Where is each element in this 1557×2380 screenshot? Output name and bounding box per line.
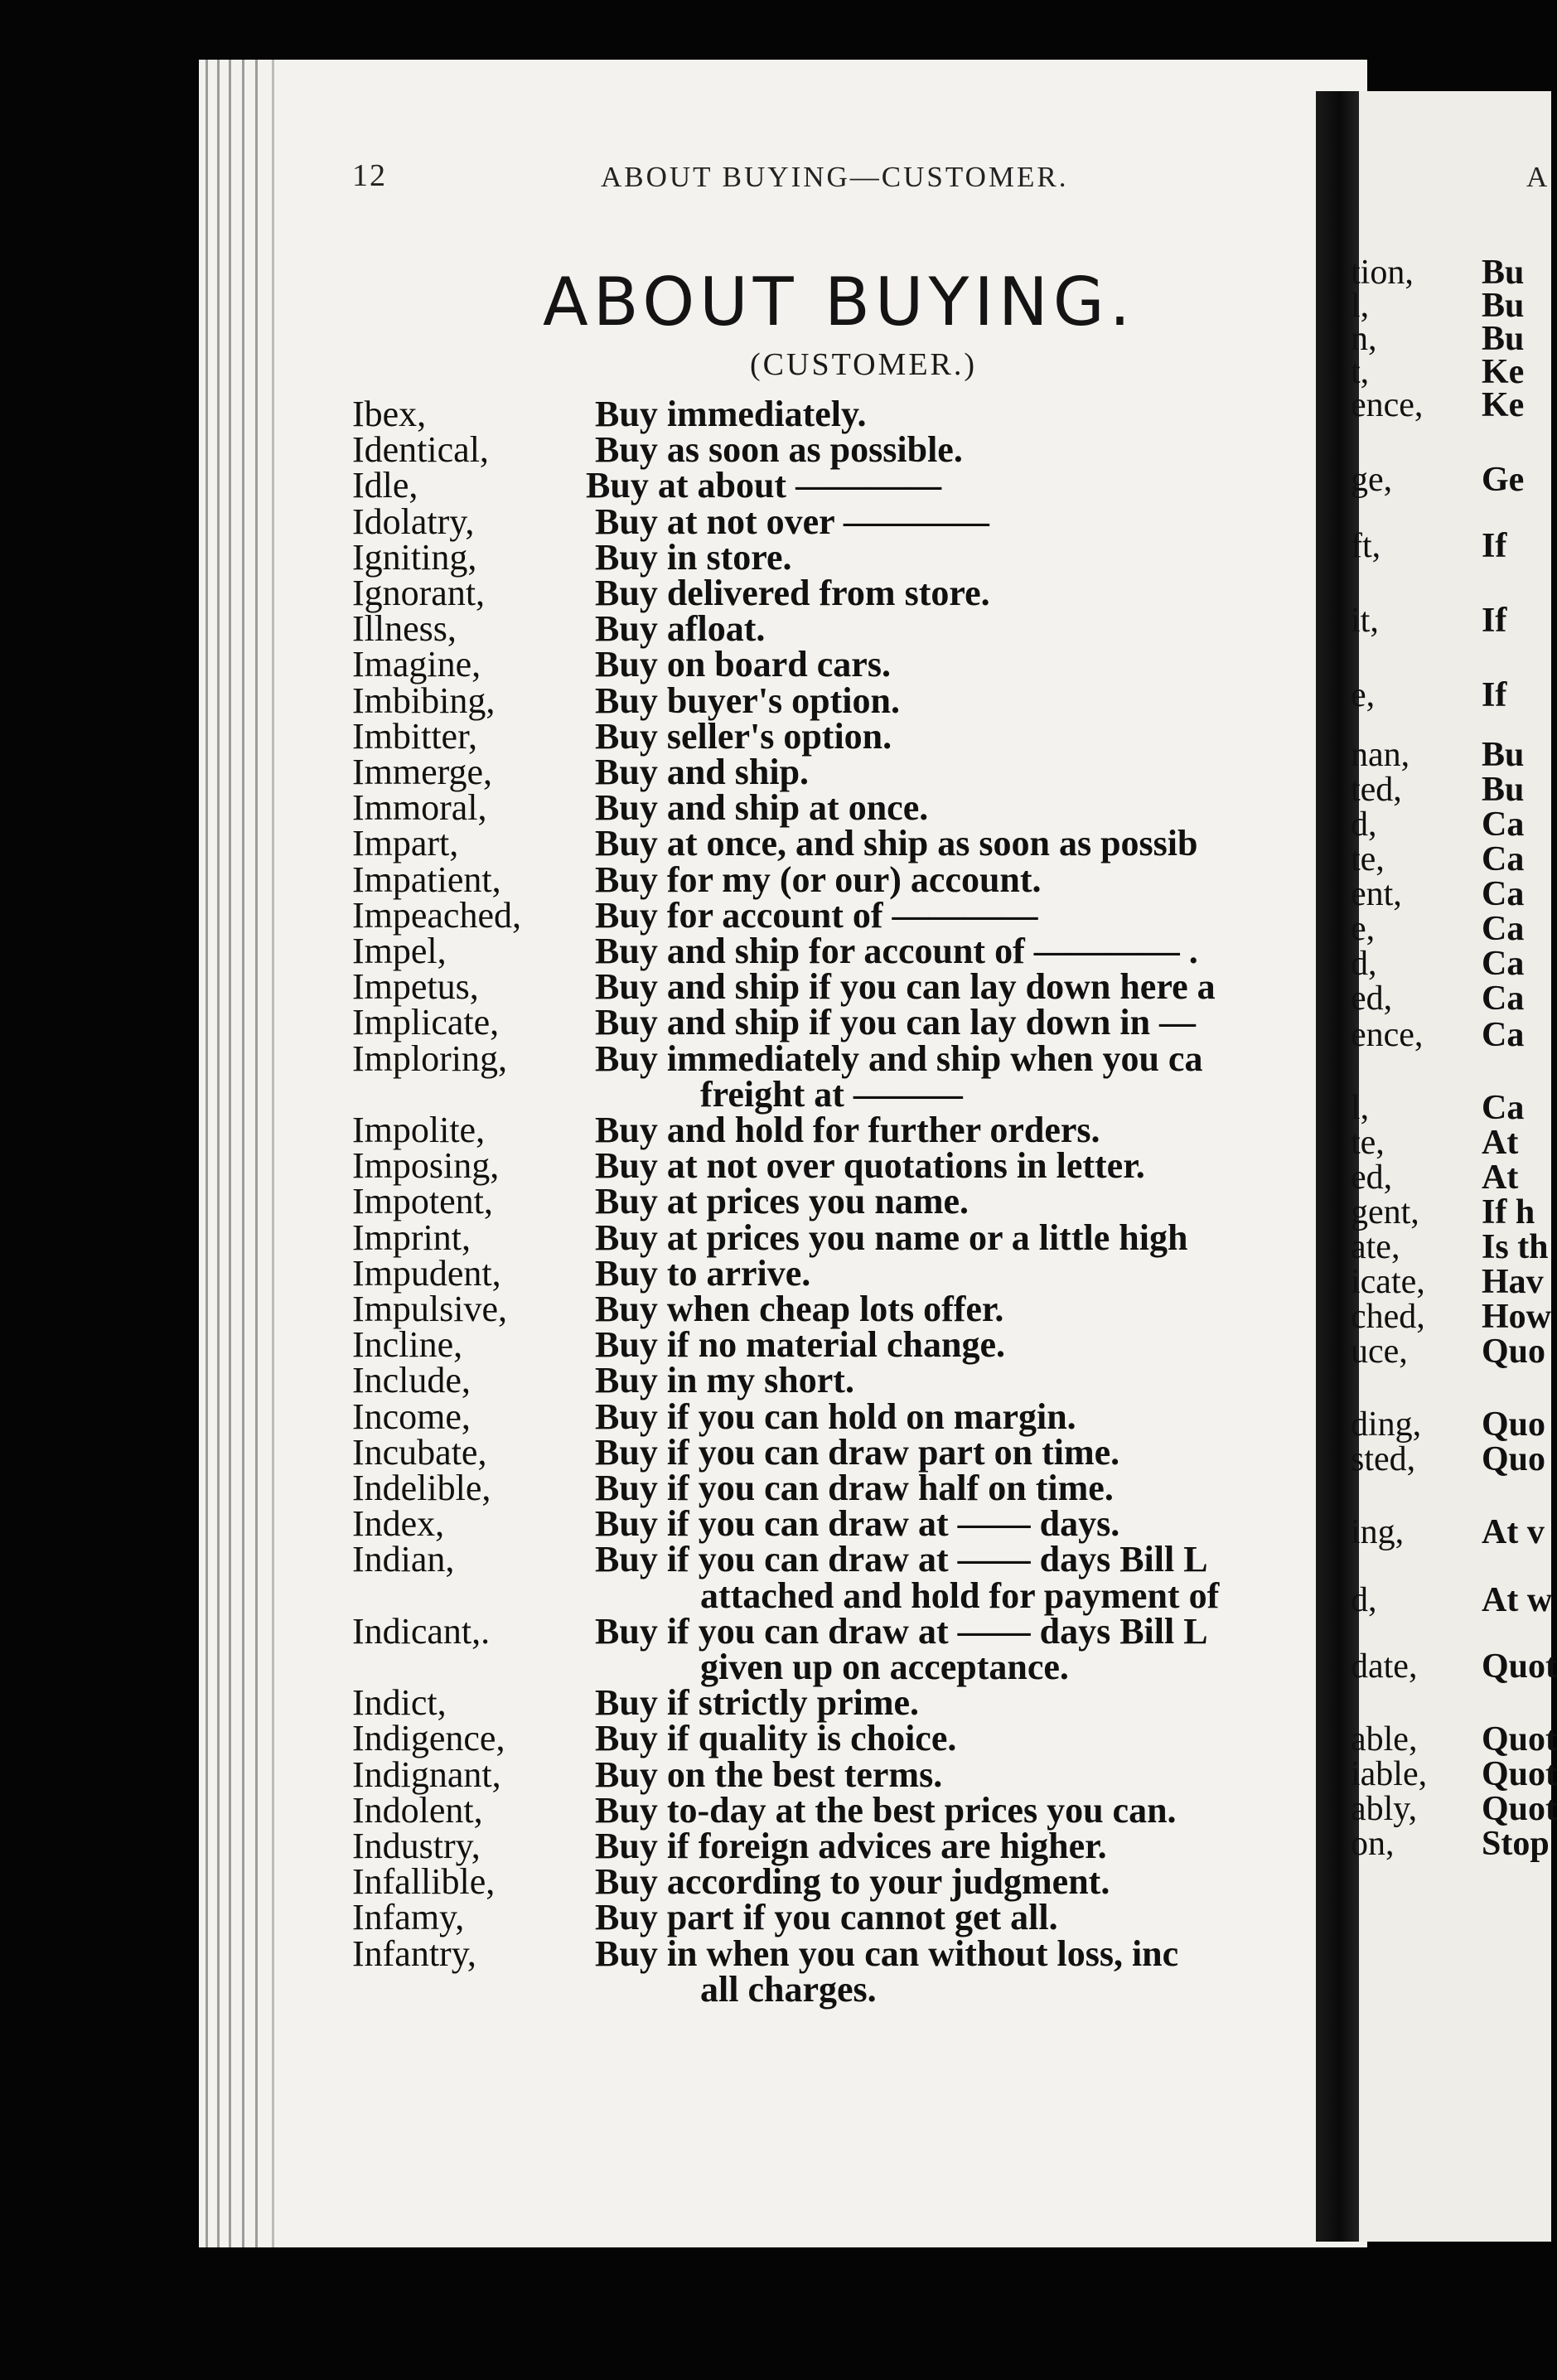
entry-row: [0, 1899, 1326, 1936]
facing-code-word: d,: [1351, 945, 1377, 983]
facing-code-word: e,: [1351, 676, 1376, 714]
entry-row: [0, 933, 1326, 970]
entry-row: [0, 1754, 1326, 1795]
code-word: Imbitter,: [352, 716, 477, 757]
facing-code-phrase: Quot: [1482, 1790, 1557, 1828]
code-word: Immoral,: [352, 787, 487, 828]
facing-running-title: A: [1526, 161, 1548, 193]
code-word: Ibex,: [352, 394, 427, 434]
code-word: Incline,: [352, 1324, 463, 1365]
facing-code-word: iable,: [1351, 1755, 1428, 1793]
code-word: Illness,: [352, 608, 457, 649]
facing-code-phrase: Stop: [1482, 1825, 1550, 1863]
facing-code-phrase: At: [1482, 1159, 1519, 1197]
code-phrase: Buy part if you cannot get all.: [595, 1897, 1058, 1937]
code-phrase: freight at ———: [700, 1074, 963, 1115]
entry-row: [0, 1541, 1326, 1578]
facing-entries: [1351, 91, 1557, 2242]
code-phrase: Buy buyer's option.: [595, 680, 900, 721]
code-word: Idolatry,: [352, 501, 475, 542]
entry-row: [0, 1038, 1326, 1079]
facing-code-word: ft,: [1351, 527, 1381, 565]
facing-code-phrase: Bu: [1482, 771, 1525, 809]
entry-row: [0, 1112, 1326, 1149]
code-phrase: Buy if you can hold on margin.: [595, 1396, 1076, 1437]
facing-code-word: ge,: [1351, 461, 1393, 499]
facing-code-word: on,: [1351, 1825, 1395, 1863]
code-phrase: Buy if quality is choice.: [595, 1718, 957, 1758]
facing-code-word: d,: [1351, 805, 1377, 844]
entry-row: [0, 1933, 1326, 1974]
entry-row: [0, 1720, 1326, 1757]
code-phrase: Buy at not over quotations in letter.: [595, 1145, 1145, 1186]
code-word: Imposing,: [352, 1145, 500, 1186]
facing-code-word: ed,: [1351, 980, 1393, 1018]
code-phrase: Buy at prices you name or a little high: [595, 1217, 1188, 1258]
facing-code-phrase: At v: [1482, 1513, 1545, 1551]
facing-code-word: l,: [1351, 287, 1370, 325]
entry-row: [0, 859, 1326, 900]
code-word: Idle,: [352, 465, 418, 506]
entry-row: [0, 575, 1326, 612]
entry-row: [0, 718, 1326, 755]
facing-code-phrase: If h: [1482, 1193, 1535, 1231]
code-phrase: Buy if foreign advices are higher.: [595, 1826, 1107, 1866]
code-word: Index,: [352, 1503, 445, 1544]
facing-code-word: gent,: [1351, 1193, 1419, 1231]
code-phrase: Buy to arrive.: [595, 1253, 811, 1294]
facing-code-phrase: Quo: [1482, 1405, 1546, 1444]
code-word: Impotent,: [352, 1181, 493, 1221]
facing-code-word: it,: [1351, 602, 1379, 640]
entry-row: [0, 608, 1326, 649]
code-phrase: Buy if you can draw at —— days Bill L: [595, 1611, 1208, 1652]
entry-row: [0, 1613, 1326, 1650]
code-word: Impart,: [352, 823, 459, 863]
code-phrase: Buy immediately.: [595, 394, 867, 434]
facing-code-phrase: Quo: [1482, 1440, 1546, 1478]
code-phrase: Buy seller's option.: [595, 716, 892, 757]
facing-code-phrase: Ca: [1482, 875, 1525, 913]
code-word: Igniting,: [352, 537, 477, 578]
facing-code-phrase: Quot: [1482, 1647, 1557, 1686]
code-phrase: Buy if you can draw half on time.: [595, 1468, 1114, 1508]
facing-code-phrase: How: [1482, 1298, 1551, 1336]
facing-code-word: ence,: [1351, 1016, 1424, 1054]
facing-code-phrase: Bu: [1482, 736, 1525, 774]
code-word: Ignorant,: [352, 573, 486, 613]
code-phrase: Buy in store.: [595, 537, 792, 578]
code-word: Impulsive,: [352, 1289, 507, 1329]
entry-row: [0, 1255, 1326, 1292]
entry-row: [0, 825, 1326, 862]
facing-code-word: ted,: [1351, 771, 1402, 809]
facing-code-word: l,: [1351, 1089, 1370, 1127]
facing-code-word: icate,: [1351, 1263, 1425, 1301]
facing-code-phrase: Quot: [1482, 1720, 1557, 1758]
facing-code-phrase: If: [1482, 527, 1507, 565]
facing-code-word: tion,: [1351, 254, 1414, 292]
code-phrase: Buy afloat.: [595, 608, 766, 649]
facing-code-word: n,: [1351, 320, 1377, 358]
entry-row: [0, 467, 1326, 504]
entry-row: [0, 1470, 1326, 1507]
entry-row: [0, 1183, 1326, 1220]
code-phrase: Buy when cheap lots offer.: [595, 1289, 1004, 1329]
entry-row: [0, 1004, 1326, 1041]
facing-code-word: ding,: [1351, 1405, 1422, 1444]
code-word: Indict,: [352, 1682, 447, 1723]
entry-row: [0, 501, 1326, 542]
code-phrase: Buy in when you can without loss, inc: [595, 1933, 1179, 1974]
code-phrase: Buy at not over ————: [595, 501, 989, 542]
entry-row: [0, 1682, 1326, 1723]
code-word: Include,: [352, 1360, 471, 1400]
code-word: Impel,: [352, 931, 447, 971]
entry-row: [0, 1076, 1326, 1113]
code-phrase: Buy for my (or our) account.: [595, 859, 1042, 900]
facing-code-phrase: Ca: [1482, 840, 1525, 878]
entry-row: [0, 1575, 1326, 1616]
facing-code-phrase: Is th: [1482, 1228, 1549, 1266]
code-word: Income,: [352, 1396, 471, 1437]
facing-code-word: nan,: [1351, 736, 1410, 774]
entry-row: [0, 754, 1326, 791]
code-phrase: Buy and ship for account of ———— .: [595, 931, 1198, 971]
facing-code-word: te,: [1351, 1124, 1385, 1162]
code-word: Infantry,: [352, 1933, 476, 1974]
entry-row: [0, 1145, 1326, 1186]
code-phrase: Buy and ship at once.: [595, 787, 929, 828]
code-word: Incubate,: [352, 1432, 487, 1473]
code-phrase: Buy if strictly prime.: [595, 1682, 920, 1723]
code-phrase: Buy and hold for further orders.: [595, 1110, 1100, 1150]
code-word: Indolent,: [352, 1790, 483, 1831]
entry-row: [0, 680, 1326, 721]
facing-code-phrase: Ke: [1482, 386, 1525, 424]
facing-code-phrase: If: [1482, 676, 1507, 714]
code-phrase: Buy immediately and ship when you ca: [595, 1038, 1203, 1079]
code-phrase: Buy at prices you name.: [595, 1181, 969, 1221]
code-word: Implicate,: [352, 1002, 500, 1042]
entry-row: [0, 1828, 1326, 1865]
entry-row: [0, 966, 1326, 1007]
entry-row: [0, 1649, 1326, 1686]
facing-code-phrase: Ca: [1482, 1016, 1525, 1054]
facing-code-word: sted,: [1351, 1440, 1416, 1478]
code-word: Infallible,: [352, 1861, 496, 1902]
code-word: Indignant,: [352, 1754, 501, 1795]
code-phrase: Buy in my short.: [595, 1360, 854, 1400]
facing-code-phrase: If: [1482, 602, 1507, 640]
section-title: ABOUT BUYING.: [543, 264, 1136, 341]
facing-code-word: e,: [1351, 910, 1376, 948]
code-word: Indelible,: [352, 1468, 491, 1508]
entry-row: [0, 1971, 1326, 2008]
running-title: ABOUT BUYING—CUSTOMER.: [601, 161, 1069, 193]
facing-code-phrase: Ca: [1482, 1089, 1525, 1127]
code-phrase: Buy if no material change.: [595, 1324, 1005, 1365]
entry-row: [0, 787, 1326, 828]
entry-row: [0, 396, 1326, 433]
code-phrase: Buy and ship if you can lay down here a: [595, 966, 1216, 1007]
code-phrase: all charges.: [700, 1969, 877, 2010]
entry-row: [0, 1324, 1326, 1365]
facing-code-word: date,: [1351, 1647, 1418, 1686]
code-word: Imploring,: [352, 1038, 507, 1079]
facing-code-phrase: Quo: [1482, 1333, 1546, 1371]
code-phrase: Buy if you can draw part on time.: [595, 1432, 1120, 1473]
facing-code-phrase: Quot: [1482, 1755, 1557, 1793]
facing-code-word: ent,: [1351, 875, 1402, 913]
code-phrase: Buy and ship.: [595, 752, 810, 792]
code-phrase: Buy if you can draw at —— days Bill L: [595, 1539, 1208, 1579]
facing-code-word: ence,: [1351, 386, 1424, 424]
page-number: 12: [352, 158, 387, 193]
facing-code-phrase: Bu: [1482, 287, 1525, 325]
code-word: Indigence,: [352, 1718, 505, 1758]
code-phrase: attached and hold for payment of: [700, 1575, 1220, 1616]
entry-row: [0, 429, 1326, 470]
facing-code-word: ched,: [1351, 1298, 1425, 1336]
code-phrase: Buy if you can draw at —— days.: [595, 1503, 1120, 1544]
code-phrase: Buy at about ————: [586, 465, 942, 506]
code-word: Impudent,: [352, 1253, 501, 1294]
code-word: Industry,: [352, 1826, 481, 1866]
code-word: Imagine,: [352, 644, 481, 684]
code-word: Impatient,: [352, 859, 501, 900]
facing-code-word: uce,: [1351, 1333, 1408, 1371]
facing-code-word: able,: [1351, 1720, 1418, 1758]
facing-code-phrase: Ca: [1482, 980, 1525, 1018]
code-word: Impetus,: [352, 966, 479, 1007]
facing-code-word: te,: [1351, 840, 1385, 878]
entry-row: [0, 1861, 1326, 1902]
code-word: Identical,: [352, 429, 489, 470]
facing-code-phrase: Ca: [1482, 945, 1525, 983]
facing-code-phrase: Ca: [1482, 910, 1525, 948]
code-phrase: given up on acceptance.: [700, 1647, 1069, 1687]
code-word: Infamy,: [352, 1897, 465, 1937]
code-phrase: Buy to-day at the best prices you can.: [595, 1790, 1177, 1831]
facing-code-phrase: Bu: [1482, 320, 1525, 358]
entry-row: [0, 646, 1326, 683]
entry-row: [0, 1792, 1326, 1829]
entry-row: [0, 539, 1326, 576]
code-phrase: Buy as soon as possible.: [595, 429, 963, 470]
code-phrase: Buy for account of ————: [595, 895, 1038, 936]
facing-code-word: ably,: [1351, 1790, 1418, 1828]
code-phrase: Buy on board cars.: [595, 644, 891, 684]
code-phrase: Buy at once, and ship as soon as possib: [595, 823, 1198, 863]
facing-code-phrase: At: [1482, 1124, 1519, 1162]
facing-code-phrase: Hav: [1482, 1263, 1544, 1301]
entry-row: [0, 1217, 1326, 1258]
facing-code-word: ing,: [1351, 1513, 1405, 1551]
code-word: Impeached,: [352, 895, 521, 936]
code-word: Imbibing,: [352, 680, 496, 721]
code-phrase: Buy according to your judgment.: [595, 1861, 1110, 1902]
code-phrase: Buy on the best terms.: [595, 1754, 943, 1795]
section-subtitle: (CUSTOMER.): [750, 347, 978, 382]
entry-row: [0, 897, 1326, 934]
code-word: Indian,: [352, 1539, 455, 1579]
facing-code-phrase: Ke: [1482, 353, 1525, 391]
facing-code-phrase: Bu: [1482, 254, 1525, 292]
facing-code-phrase: Ge: [1482, 461, 1525, 499]
entry-row: [0, 1434, 1326, 1471]
code-entries-list: [0, 396, 1326, 2053]
facing-page: [1351, 91, 1557, 2242]
code-word: Immerge,: [352, 752, 493, 792]
facing-code-word: ed,: [1351, 1159, 1393, 1197]
code-word: Impolite,: [352, 1110, 486, 1150]
facing-code-word: d,: [1351, 1581, 1377, 1619]
code-phrase: Buy and ship if you can lay down in —: [595, 1002, 1197, 1042]
code-word: Imprint,: [352, 1217, 471, 1258]
facing-code-word: ate,: [1351, 1228, 1400, 1266]
entry-row: [0, 1291, 1326, 1328]
code-phrase: Buy delivered from store.: [595, 573, 990, 613]
facing-code-phrase: Ca: [1482, 805, 1525, 844]
facing-code-word: t,: [1351, 353, 1370, 391]
entry-row: [0, 1362, 1326, 1399]
code-word: Indicant,.: [352, 1611, 491, 1652]
facing-running-head: [0, 157, 1551, 199]
facing-code-phrase: At w: [1482, 1581, 1553, 1619]
entry-row: [0, 1503, 1326, 1544]
entry-row: [0, 1396, 1326, 1437]
